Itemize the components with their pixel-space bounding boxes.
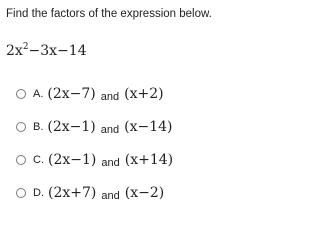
choice-connector: and [101, 157, 120, 169]
choice-first-factor: (2x−1) [48, 152, 97, 168]
choice-first-factor: (2x−7) [47, 86, 96, 102]
choice-second-factor: (x+2) [124, 86, 164, 102]
question-prompt: Find the factors of the expression below. [6, 8, 212, 20]
expression-base: 2x [6, 43, 23, 59]
choice-second-factor: (x+14) [124, 152, 174, 168]
choice-a[interactable] [16, 84, 164, 104]
choice-c[interactable] [16, 150, 173, 170]
choice-first-factor: (2x+7) [48, 185, 97, 201]
choice-d[interactable] [16, 183, 164, 203]
question-expression [6, 42, 87, 59]
choice-letter: C. [33, 154, 44, 166]
expression-exponent: 2 [22, 42, 29, 52]
radio-button-d[interactable] [16, 188, 26, 198]
choice-second-factor: (x−2) [124, 185, 165, 201]
choice-first-factor: (2x−1) [47, 119, 96, 135]
choice-letter: A. [33, 88, 44, 100]
choice-letter: D. [33, 187, 44, 199]
choice-second-factor: (x−14) [124, 119, 173, 135]
choice-connector: and [100, 124, 120, 136]
radio-button-a[interactable] [16, 89, 26, 99]
choice-connector: and [100, 91, 120, 103]
choice-connector: and [101, 190, 120, 202]
choice-b[interactable] [16, 117, 173, 137]
radio-button-c[interactable] [16, 155, 26, 165]
choice-letter: B. [33, 121, 44, 133]
radio-button-b[interactable] [16, 122, 26, 132]
expression-rest: −3x−14 [28, 43, 87, 59]
